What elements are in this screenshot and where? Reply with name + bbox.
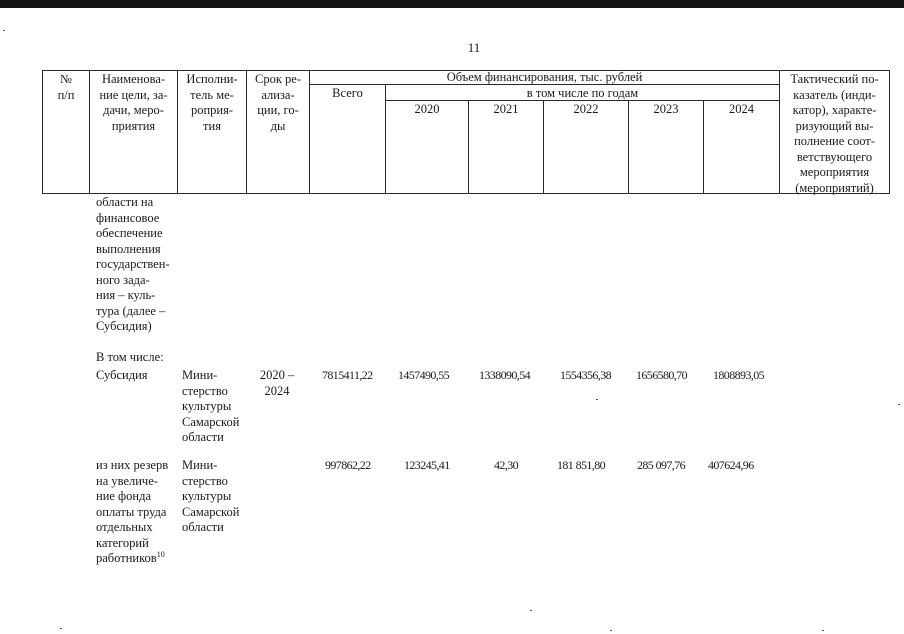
scan-speck xyxy=(610,630,612,631)
header-col-indicator: Тактический по- казатель (инди- катор), характе- ризующий вы- полнение соот- ветствующего мероприятия (мероприятий) xyxy=(790,72,879,195)
row-subsidy-period: 2020 – 2024 xyxy=(259,368,295,398)
header-by-years: в том числе по годам xyxy=(526,86,639,100)
table-right-border xyxy=(889,70,890,194)
row-reserve-name: из них резерв на увеличе- ние фонда оплаты труда отдельных категорий работников$^{10}$ xyxy=(96,458,169,565)
header-col-executor: Исполни- тель ме- роприя- тия xyxy=(186,72,238,133)
header-col-period: Срок ре- ализа- ции, го- ды xyxy=(255,72,301,133)
row-reserve-2024: 407624,96 xyxy=(708,458,754,472)
row-reserve-total: 997862,22 xyxy=(325,458,371,472)
header-financing-title: Объем финансирования, тыс. рублей xyxy=(446,70,643,84)
row-reserve-2020: 123245,41 xyxy=(404,458,450,472)
continued-measure-name: области на финансовое обеспечение выполнения государствен- ного зада- ния – куль- тура (далее – Субсидия) xyxy=(96,195,170,333)
row-subsidy-2022: 1554356,38 xyxy=(560,368,612,382)
row-subsidy-2024: 1808893,05 xyxy=(713,368,765,382)
table-header-bottom-border xyxy=(42,193,890,194)
header-year-2021: 2021 xyxy=(493,102,519,116)
scan-speck xyxy=(596,399,598,400)
scan-speck xyxy=(60,628,62,629)
header-total: Всего xyxy=(332,86,363,100)
row-subsidy-executor: Мини- стерство культуры Самарской области xyxy=(182,368,240,444)
scan-speck xyxy=(3,30,5,31)
scan-speck xyxy=(822,630,824,631)
header-col-name: Наименова- ние цели, за- дачи, меро- приятия xyxy=(99,72,168,133)
row-subsidy-2021: 1338090,54 xyxy=(479,368,531,382)
header-year-2020: 2020 xyxy=(414,102,440,116)
header-col-number: № п/п xyxy=(57,72,75,102)
row-subsidy-total: 7815411,22 xyxy=(322,368,373,382)
header-year-2022: 2022 xyxy=(573,102,599,116)
header-year-2023: 2023 xyxy=(653,102,679,116)
scan-speck xyxy=(530,610,532,611)
row-subsidy-2023: 1656580,70 xyxy=(636,368,688,382)
row-reserve-2023: 285 097,76 xyxy=(637,458,686,472)
row-subsidy-2020: 1457490,55 xyxy=(398,368,450,382)
scan-speck xyxy=(898,404,900,405)
page-number: 11 xyxy=(467,40,481,55)
header-year-2024: 2024 xyxy=(729,102,754,116)
scan-top-edge xyxy=(0,0,904,8)
including-label: В том числе: xyxy=(96,350,164,364)
row-reserve-2022: 181 851,80 xyxy=(557,458,606,472)
row-reserve-executor: Мини- стерство культуры Самарской области xyxy=(182,458,240,534)
row-reserve-2021: 42,30 xyxy=(494,458,519,472)
row-subsidy-name: Субсидия xyxy=(96,368,148,382)
